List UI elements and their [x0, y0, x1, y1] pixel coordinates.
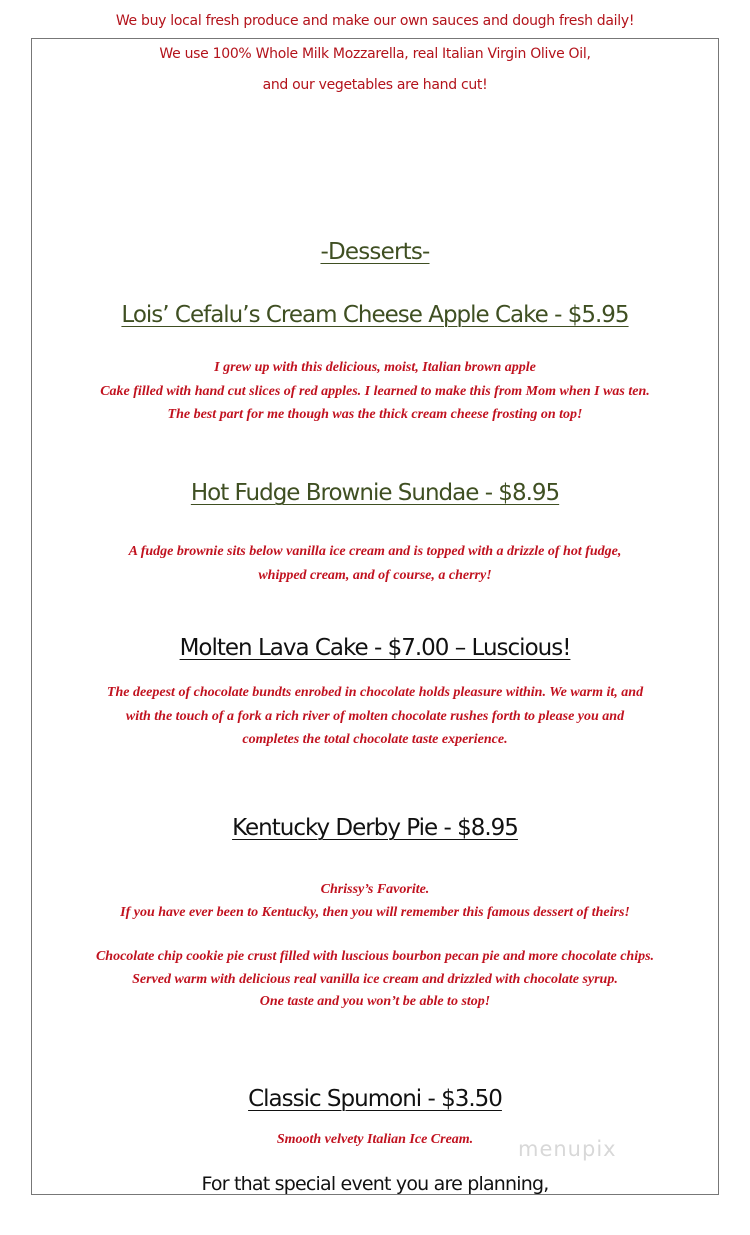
dessert-description: I grew up with this delicious, moist, Italian brown apple Cake filled with hand cut slices of red apples. I learned to make this from Mom when I was ten. The best part for me though was the thick cream cheese frosting on top! [100, 360, 650, 422]
dessert-description: Smooth velvety Italian Ice Cream. [276, 1132, 474, 1147]
menu-frame [31, 38, 719, 1195]
dessert-title: Hot Fudge Brownie Sundae - $8.95 [190, 480, 560, 506]
dessert-title: Classic Spumoni - $3.50 [248, 1086, 502, 1112]
dessert-description: The deepest of chocolate bundts enrobed in chocolate holds pleasure within. We warm it, and with the touch of a fork a rich river of molten chocolate rushes forth to please you and completes the total chocolate taste experience. [106, 685, 644, 747]
section-title: -Desserts- [320, 239, 430, 265]
dessert-description: Chrissy’s Favorite. If you have ever been to Kentucky, then you will remember this famous dessert of theirs! Chocolate chip cookie pie crust filled with luscious bourbon pecan pie and more chocolate chips. Served warm with delicious real vanilla ice cream and drizzled with chocolate syrup. One taste and you won’t be able to stop! [95, 882, 655, 1009]
footer-text: For that special event you are planning, [201, 1173, 549, 1195]
dessert-title: Molten Lava Cake - $7.00 – Luscious! [179, 635, 571, 661]
watermark-logo: menupix [518, 1137, 617, 1161]
header-line-3: and our vegetables are hand cut! [262, 77, 488, 93]
dessert-title: Kentucky Derby Pie - $8.95 [232, 815, 518, 841]
header-line-1: We buy local fresh produce and make our own sauces and dough fresh daily! [115, 13, 635, 29]
dessert-description: A fudge brownie sits below vanilla ice cream and is topped with a drizzle of hot fudge, whipped cream, and of course, a cherry! [128, 544, 622, 583]
dessert-title: Lois’ Cefalu’s Cream Cheese Apple Cake - $5.95 [121, 302, 629, 328]
header-line-2: We use 100% Whole Milk Mozzarella, real Italian Virgin Olive Oil, [159, 46, 591, 62]
